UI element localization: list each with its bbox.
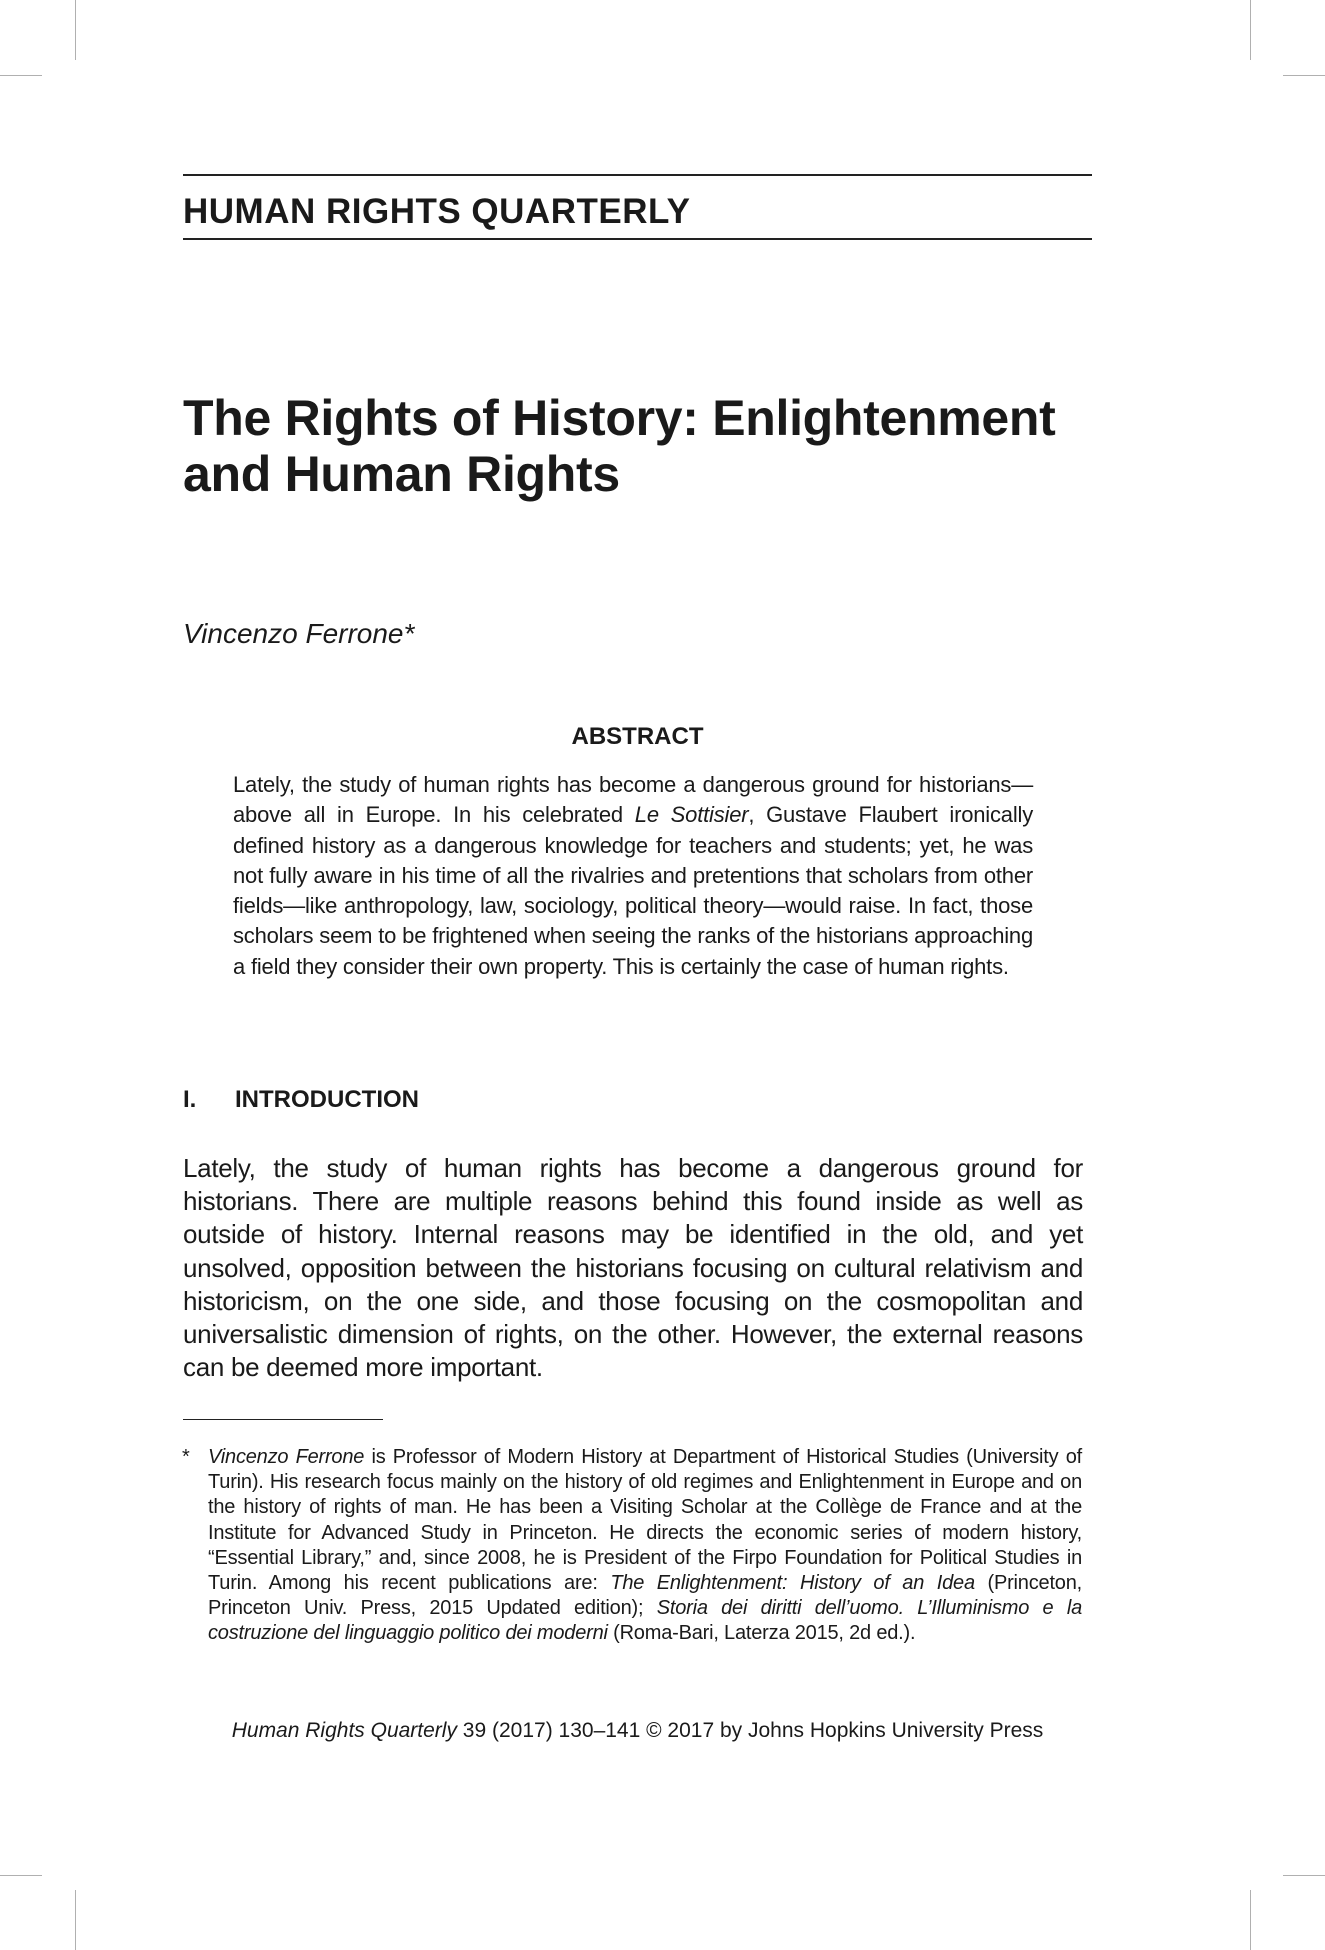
abstract-part2: , Gustave Flaubert ironically defined history as a dangerous knowledge for teachers and students; yet, he was not fully aware in his time of all the rivalries and pretentions that scholars from other fields—like anthropology, law, sociology, political theory—would raise. In fact, those scholars seem to be frightened when seeing the ranks of the historians approaching a field they consider their own property. This is certainly the case of human rights. — [233, 802, 1033, 979]
author-name: Vincenzo Ferrone* — [183, 618, 415, 649]
footnote-book2: Storia dei diritti dell’uomo. L’Illuminismo e la costruzione del linguaggio politico dei moderni — [208, 1597, 1082, 1645]
crop-mark-bottom-right-h — [1283, 1875, 1325, 1876]
citation-details: 39 (2017) 130–141 © 2017 by Johns Hopkins University Press — [456, 1719, 1044, 1742]
section-title: INTRODUCTION — [235, 1086, 419, 1113]
journal-name: HUMAN RIGHTS QUARTERLY — [183, 192, 691, 231]
abstract-text — [233, 770, 1033, 982]
citation-journal: Human Rights Quarterly — [231, 1719, 457, 1742]
crop-mark-top-left — [75, 0, 76, 60]
abstract-italic-title: Le Sottisier — [634, 802, 749, 828]
footnote-marker: * — [182, 1446, 190, 1468]
section-heading — [183, 1083, 419, 1117]
footnote-text2: (Princeton, Princeton Univ. Press, 2015 Updated edition); — [208, 1572, 1083, 1620]
citation-line — [183, 1716, 1092, 1746]
footnote-text3: (Roma-Bari, Laterza 2015, 2d ed.). — [607, 1622, 916, 1645]
footnote-rule — [183, 1419, 383, 1420]
crop-mark-top-right — [1250, 0, 1251, 60]
footnote-author: Vincenzo Ferrone — [208, 1446, 365, 1468]
header-rule-top — [183, 174, 1092, 176]
crop-mark-top-right-h — [1283, 75, 1325, 76]
section-number: I. — [183, 1086, 197, 1113]
abstract-part1: Lately, the study of human rights has become a dangerous ground for historians—above all in Europe. In his celebrated — [233, 772, 1033, 828]
crop-mark-bottom-left — [75, 1890, 76, 1950]
footnote-text1: is Professor of Modern History at Department of Historical Studies (University of Turin). His research focus mainly on the history of old regimes and Enlightenment in Europe and on the history of rights of man. He has been a Visiting Scholar at the Collège de France and at the Institute for Advanced Study in Princeton. He directs the economic series of modern history, “Essential Library,” and, since 2008, he is President of the Firpo Foundation for Political Studies in Turin. Among his recent publications are: — [208, 1446, 1082, 1595]
header-rule-bottom — [183, 238, 1092, 240]
crop-mark-bottom-right — [1250, 1890, 1251, 1950]
article-title-line1: The Rights of History: Enlightenment — [183, 390, 1056, 446]
footnote-book1: The Enlightenment: History of an Idea — [610, 1572, 975, 1595]
crop-mark-bottom-left-h — [0, 1875, 42, 1876]
article-title-line2: and Human Rights — [183, 446, 620, 502]
article-title — [183, 390, 1092, 502]
body-paragraph: Lately, the study of human rights has become a dangerous ground for historians. There are multiple reasons behind this found inside as well as outside of history. Internal reasons may be identified in the old, and yet unsolved, opposition between the historians focusing on cultural relativism and historicism, on the one side, and those focusing on the cosmopolitan and universalistic dimension of rights, on the other. However, the external reasons can be deemed more important. — [183, 1153, 1083, 1383]
crop-mark-top-left-h — [0, 75, 42, 76]
footnote — [182, 1445, 1083, 1647]
abstract-heading: ABSTRACT — [571, 723, 704, 750]
